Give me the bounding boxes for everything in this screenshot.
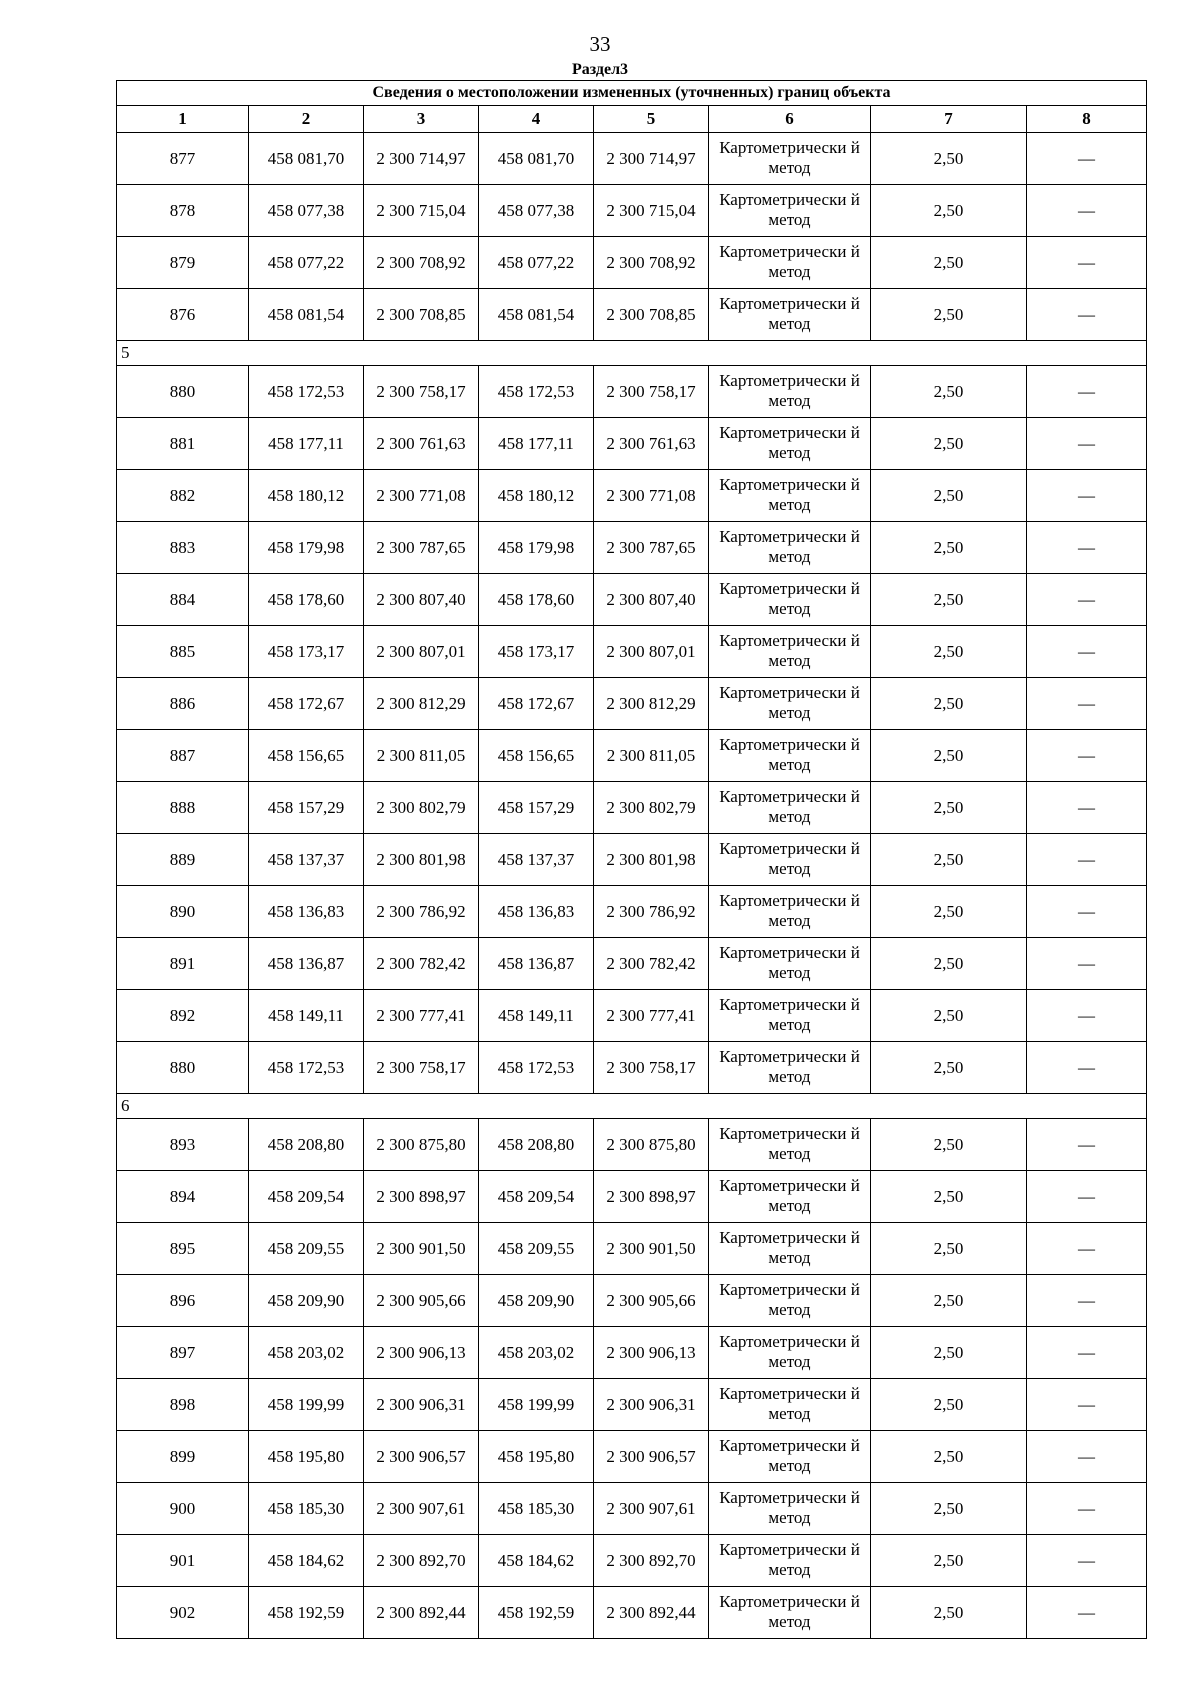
cell-y-new: 2 300 901,50 — [594, 1223, 709, 1275]
cell-method: Картометрически й метод — [709, 1483, 871, 1535]
cell-x-new: 458 157,29 — [479, 782, 594, 834]
table-row — [117, 990, 1147, 1042]
cell-accuracy: 2,50 — [871, 133, 1027, 185]
cell-x-old: 458 192,59 — [249, 1587, 364, 1639]
contour-number: 6 — [117, 1094, 1147, 1119]
cell-x-new: 458 077,38 — [479, 185, 594, 237]
cell-y-old: 2 300 761,63 — [364, 418, 479, 470]
cell-point-number: 899 — [117, 1431, 249, 1483]
table-row — [117, 522, 1147, 574]
cell-x-new: 458 179,98 — [479, 522, 594, 574]
cell-method: Картометрически й метод — [709, 366, 871, 418]
cell-point-number: 885 — [117, 626, 249, 678]
cell-x-old: 458 077,38 — [249, 185, 364, 237]
cell-x-new: 458 185,30 — [479, 1483, 594, 1535]
cell-description: — — [1027, 678, 1147, 730]
cell-accuracy: 2,50 — [871, 1042, 1027, 1094]
cell-accuracy: 2,50 — [871, 237, 1027, 289]
cell-x-new: 458 136,87 — [479, 938, 594, 990]
cell-y-old: 2 300 906,31 — [364, 1379, 479, 1431]
cell-method: Картометрически й метод — [709, 886, 871, 938]
cell-point-number: 902 — [117, 1587, 249, 1639]
cell-description: — — [1027, 1379, 1147, 1431]
cell-method: Картометрически й метод — [709, 1587, 871, 1639]
cell-x-new: 458 203,02 — [479, 1327, 594, 1379]
cell-accuracy: 2,50 — [871, 418, 1027, 470]
boundary-coordinates-table — [116, 80, 1147, 1639]
cell-x-new: 458 209,54 — [479, 1171, 594, 1223]
table-caption: Сведения о местоположении измененных (уточненных) границ объекта — [117, 81, 1147, 106]
cell-x-old: 458 081,54 — [249, 289, 364, 341]
cell-accuracy: 2,50 — [871, 1171, 1027, 1223]
cell-x-new: 458 136,83 — [479, 886, 594, 938]
cell-method: Картометрически й метод — [709, 990, 871, 1042]
cell-accuracy: 2,50 — [871, 834, 1027, 886]
cell-point-number: 891 — [117, 938, 249, 990]
cell-description: — — [1027, 782, 1147, 834]
cell-accuracy: 2,50 — [871, 1535, 1027, 1587]
cell-x-old: 458 136,87 — [249, 938, 364, 990]
cell-method: Картометрически й метод — [709, 834, 871, 886]
cell-description: — — [1027, 133, 1147, 185]
cell-x-new: 458 137,37 — [479, 834, 594, 886]
cell-x-new: 458 173,17 — [479, 626, 594, 678]
cell-description: — — [1027, 289, 1147, 341]
cell-x-new: 458 180,12 — [479, 470, 594, 522]
cell-description: — — [1027, 1171, 1147, 1223]
cell-method: Картометрически й метод — [709, 1275, 871, 1327]
cell-method: Картометрически й метод — [709, 185, 871, 237]
cell-method: Картометрически й метод — [709, 289, 871, 341]
cell-x-new: 458 172,53 — [479, 1042, 594, 1094]
cell-accuracy: 2,50 — [871, 1431, 1027, 1483]
cell-x-old: 458 172,53 — [249, 1042, 364, 1094]
cell-y-new: 2 300 905,66 — [594, 1275, 709, 1327]
column-header-3: 3 — [364, 106, 479, 133]
cell-y-new: 2 300 802,79 — [594, 782, 709, 834]
cell-accuracy: 2,50 — [871, 522, 1027, 574]
table-row — [117, 1327, 1147, 1379]
cell-description: — — [1027, 1275, 1147, 1327]
table-row — [117, 1431, 1147, 1483]
table-row — [117, 1535, 1147, 1587]
cell-description: — — [1027, 1327, 1147, 1379]
cell-description: — — [1027, 834, 1147, 886]
cell-x-old: 458 172,67 — [249, 678, 364, 730]
cell-x-old: 458 195,80 — [249, 1431, 364, 1483]
table-row — [117, 289, 1147, 341]
cell-y-old: 2 300 786,92 — [364, 886, 479, 938]
cell-x-new: 458 077,22 — [479, 237, 594, 289]
cell-description: — — [1027, 522, 1147, 574]
cell-y-new: 2 300 758,17 — [594, 366, 709, 418]
cell-method: Картометрически й метод — [709, 938, 871, 990]
cell-description: — — [1027, 990, 1147, 1042]
cell-accuracy: 2,50 — [871, 1379, 1027, 1431]
cell-accuracy: 2,50 — [871, 289, 1027, 341]
cell-y-old: 2 300 782,42 — [364, 938, 479, 990]
cell-x-old: 458 180,12 — [249, 470, 364, 522]
cell-y-new: 2 300 761,63 — [594, 418, 709, 470]
cell-y-new: 2 300 782,42 — [594, 938, 709, 990]
cell-point-number: 889 — [117, 834, 249, 886]
cell-accuracy: 2,50 — [871, 782, 1027, 834]
cell-description: — — [1027, 1483, 1147, 1535]
table-row — [117, 237, 1147, 289]
cell-y-new: 2 300 892,70 — [594, 1535, 709, 1587]
table-row — [117, 1379, 1147, 1431]
cell-description: — — [1027, 938, 1147, 990]
table-row — [117, 470, 1147, 522]
cell-y-old: 2 300 758,17 — [364, 1042, 479, 1094]
table-row — [117, 626, 1147, 678]
cell-x-new: 458 178,60 — [479, 574, 594, 626]
cell-y-new: 2 300 758,17 — [594, 1042, 709, 1094]
cell-y-old: 2 300 812,29 — [364, 678, 479, 730]
cell-x-new: 458 209,55 — [479, 1223, 594, 1275]
cell-point-number: 900 — [117, 1483, 249, 1535]
cell-description: — — [1027, 366, 1147, 418]
table-row — [117, 1275, 1147, 1327]
cell-accuracy: 2,50 — [871, 886, 1027, 938]
cell-accuracy: 2,50 — [871, 730, 1027, 782]
cell-point-number: 886 — [117, 678, 249, 730]
cell-x-new: 458 192,59 — [479, 1587, 594, 1639]
cell-description: — — [1027, 1223, 1147, 1275]
cell-y-new: 2 300 787,65 — [594, 522, 709, 574]
cell-y-new: 2 300 777,41 — [594, 990, 709, 1042]
cell-point-number: 892 — [117, 990, 249, 1042]
cell-description: — — [1027, 574, 1147, 626]
cell-x-new: 458 172,67 — [479, 678, 594, 730]
cell-accuracy: 2,50 — [871, 678, 1027, 730]
column-header-4: 4 — [479, 106, 594, 133]
column-header-6: 6 — [709, 106, 871, 133]
cell-y-new: 2 300 801,98 — [594, 834, 709, 886]
cell-y-old: 2 300 875,80 — [364, 1119, 479, 1171]
column-header-7: 7 — [871, 106, 1027, 133]
cell-x-old: 458 137,37 — [249, 834, 364, 886]
cell-point-number: 895 — [117, 1223, 249, 1275]
cell-y-old: 2 300 801,98 — [364, 834, 479, 886]
cell-point-number: 888 — [117, 782, 249, 834]
cell-method: Картометрически й метод — [709, 678, 871, 730]
cell-y-new: 2 300 708,92 — [594, 237, 709, 289]
table-row — [117, 1171, 1147, 1223]
cell-description: — — [1027, 185, 1147, 237]
cell-x-new: 458 195,80 — [479, 1431, 594, 1483]
cell-description: — — [1027, 1431, 1147, 1483]
cell-x-old: 458 136,83 — [249, 886, 364, 938]
cell-point-number: 878 — [117, 185, 249, 237]
cell-point-number: 880 — [117, 1042, 249, 1094]
cell-method: Картометрически й метод — [709, 470, 871, 522]
section-title: Раздел3 — [571, 61, 629, 78]
table-row — [117, 1042, 1147, 1094]
page-number: 33 — [589, 32, 611, 56]
cell-y-new: 2 300 786,92 — [594, 886, 709, 938]
cell-point-number: 880 — [117, 366, 249, 418]
column-header-8: 8 — [1027, 106, 1147, 133]
cell-accuracy: 2,50 — [871, 185, 1027, 237]
cell-accuracy: 2,50 — [871, 366, 1027, 418]
cell-point-number: 898 — [117, 1379, 249, 1431]
cell-point-number: 890 — [117, 886, 249, 938]
cell-y-old: 2 300 807,01 — [364, 626, 479, 678]
cell-y-old: 2 300 708,92 — [364, 237, 479, 289]
cell-y-old: 2 300 905,66 — [364, 1275, 479, 1327]
cell-x-new: 458 156,65 — [479, 730, 594, 782]
table-row — [117, 730, 1147, 782]
cell-x-old: 458 209,54 — [249, 1171, 364, 1223]
cell-x-new: 458 184,62 — [479, 1535, 594, 1587]
cell-x-old: 458 177,11 — [249, 418, 364, 470]
cell-description: — — [1027, 1535, 1147, 1587]
cell-description: — — [1027, 418, 1147, 470]
cell-method: Картометрически й метод — [709, 730, 871, 782]
table-row — [117, 185, 1147, 237]
table-header-row — [117, 106, 1147, 133]
cell-x-old: 458 178,60 — [249, 574, 364, 626]
cell-description: — — [1027, 237, 1147, 289]
table-body — [117, 133, 1147, 1639]
table-row — [117, 678, 1147, 730]
cell-method: Картометрически й метод — [709, 1119, 871, 1171]
cell-x-old: 458 173,17 — [249, 626, 364, 678]
cell-y-old: 2 300 708,85 — [364, 289, 479, 341]
cell-description: — — [1027, 1119, 1147, 1171]
column-header-2: 2 — [249, 106, 364, 133]
cell-y-new: 2 300 892,44 — [594, 1587, 709, 1639]
cell-description: — — [1027, 1587, 1147, 1639]
cell-point-number: 901 — [117, 1535, 249, 1587]
cell-y-old: 2 300 907,61 — [364, 1483, 479, 1535]
cell-method: Картометрически й метод — [709, 1327, 871, 1379]
table-row — [117, 782, 1147, 834]
cell-x-old: 458 208,80 — [249, 1119, 364, 1171]
cell-x-old: 458 199,99 — [249, 1379, 364, 1431]
cell-accuracy: 2,50 — [871, 1119, 1027, 1171]
cell-y-old: 2 300 787,65 — [364, 522, 479, 574]
cell-y-new: 2 300 807,40 — [594, 574, 709, 626]
cell-point-number: 882 — [117, 470, 249, 522]
cell-point-number: 894 — [117, 1171, 249, 1223]
cell-y-old: 2 300 758,17 — [364, 366, 479, 418]
table-row — [117, 1119, 1147, 1171]
cell-point-number: 893 — [117, 1119, 249, 1171]
cell-method: Картометрически й метод — [709, 782, 871, 834]
cell-description: — — [1027, 470, 1147, 522]
cell-y-old: 2 300 771,08 — [364, 470, 479, 522]
cell-description: — — [1027, 730, 1147, 782]
cell-x-new: 458 172,53 — [479, 366, 594, 418]
cell-method: Картометрически й метод — [709, 1042, 871, 1094]
cell-y-new: 2 300 771,08 — [594, 470, 709, 522]
cell-method: Картометрически й метод — [709, 626, 871, 678]
table-row — [117, 886, 1147, 938]
cell-point-number: 884 — [117, 574, 249, 626]
cell-x-old: 458 209,55 — [249, 1223, 364, 1275]
cell-method: Картометрически й метод — [709, 133, 871, 185]
cell-x-new: 458 177,11 — [479, 418, 594, 470]
cell-accuracy: 2,50 — [871, 990, 1027, 1042]
cell-x-new: 458 208,80 — [479, 1119, 594, 1171]
cell-y-old: 2 300 906,57 — [364, 1431, 479, 1483]
cell-method: Картометрически й метод — [709, 1171, 871, 1223]
cell-y-new: 2 300 898,97 — [594, 1171, 709, 1223]
table-row — [117, 938, 1147, 990]
cell-y-old: 2 300 892,44 — [364, 1587, 479, 1639]
cell-point-number: 897 — [117, 1327, 249, 1379]
cell-description: — — [1027, 1042, 1147, 1094]
cell-y-new: 2 300 708,85 — [594, 289, 709, 341]
cell-y-new: 2 300 807,01 — [594, 626, 709, 678]
cell-point-number: 881 — [117, 418, 249, 470]
table-row — [117, 1223, 1147, 1275]
cell-x-new: 458 199,99 — [479, 1379, 594, 1431]
cell-y-new: 2 300 811,05 — [594, 730, 709, 782]
cell-description: — — [1027, 626, 1147, 678]
cell-y-new: 2 300 906,31 — [594, 1379, 709, 1431]
cell-method: Картометрически й метод — [709, 1379, 871, 1431]
cell-method: Картометрически й метод — [709, 237, 871, 289]
cell-y-old: 2 300 714,97 — [364, 133, 479, 185]
cell-method: Картометрически й метод — [709, 1431, 871, 1483]
cell-y-old: 2 300 777,41 — [364, 990, 479, 1042]
cell-x-old: 458 185,30 — [249, 1483, 364, 1535]
cell-y-new: 2 300 906,57 — [594, 1431, 709, 1483]
table-row — [117, 1587, 1147, 1639]
cell-x-old: 458 157,29 — [249, 782, 364, 834]
table-row — [117, 418, 1147, 470]
cell-point-number: 876 — [117, 289, 249, 341]
cell-accuracy: 2,50 — [871, 1327, 1027, 1379]
cell-y-old: 2 300 807,40 — [364, 574, 479, 626]
cell-method: Картометрически й метод — [709, 574, 871, 626]
cell-y-old: 2 300 811,05 — [364, 730, 479, 782]
cell-accuracy: 2,50 — [871, 1223, 1027, 1275]
cell-y-old: 2 300 715,04 — [364, 185, 479, 237]
cell-y-old: 2 300 898,97 — [364, 1171, 479, 1223]
cell-x-old: 458 179,98 — [249, 522, 364, 574]
cell-y-old: 2 300 906,13 — [364, 1327, 479, 1379]
cell-accuracy: 2,50 — [871, 626, 1027, 678]
cell-point-number: 887 — [117, 730, 249, 782]
cell-x-new: 458 081,70 — [479, 133, 594, 185]
cell-point-number: 896 — [117, 1275, 249, 1327]
cell-y-new: 2 300 715,04 — [594, 185, 709, 237]
cell-point-number: 877 — [117, 133, 249, 185]
cell-method: Картометрически й метод — [709, 1535, 871, 1587]
table-row — [117, 1483, 1147, 1535]
cell-x-old: 458 156,65 — [249, 730, 364, 782]
cell-x-old: 458 203,02 — [249, 1327, 364, 1379]
cell-x-old: 458 184,62 — [249, 1535, 364, 1587]
cell-y-new: 2 300 875,80 — [594, 1119, 709, 1171]
cell-y-new: 2 300 906,13 — [594, 1327, 709, 1379]
cell-y-old: 2 300 892,70 — [364, 1535, 479, 1587]
cell-accuracy: 2,50 — [871, 1275, 1027, 1327]
cell-y-old: 2 300 802,79 — [364, 782, 479, 834]
column-header-1: 1 — [117, 106, 249, 133]
cell-x-old: 458 209,90 — [249, 1275, 364, 1327]
contour-group-row — [117, 341, 1147, 366]
table-row — [117, 574, 1147, 626]
cell-accuracy: 2,50 — [871, 1483, 1027, 1535]
cell-x-new: 458 209,90 — [479, 1275, 594, 1327]
table-row — [117, 834, 1147, 886]
cell-accuracy: 2,50 — [871, 1587, 1027, 1639]
cell-method: Картометрически й метод — [709, 418, 871, 470]
cell-method: Картометрически й метод — [709, 1223, 871, 1275]
cell-point-number: 879 — [117, 237, 249, 289]
cell-method: Картометрически й метод — [709, 522, 871, 574]
cell-x-old: 458 149,11 — [249, 990, 364, 1042]
cell-y-new: 2 300 907,61 — [594, 1483, 709, 1535]
cell-y-new: 2 300 812,29 — [594, 678, 709, 730]
contour-group-row — [117, 1094, 1147, 1119]
cell-x-new: 458 149,11 — [479, 990, 594, 1042]
cell-x-old: 458 081,70 — [249, 133, 364, 185]
cell-x-old: 458 172,53 — [249, 366, 364, 418]
table-row — [117, 366, 1147, 418]
table-row — [117, 133, 1147, 185]
cell-description: — — [1027, 886, 1147, 938]
cell-y-old: 2 300 901,50 — [364, 1223, 479, 1275]
cell-x-new: 458 081,54 — [479, 289, 594, 341]
column-header-5: 5 — [594, 106, 709, 133]
cell-x-old: 458 077,22 — [249, 237, 364, 289]
cell-accuracy: 2,50 — [871, 574, 1027, 626]
cell-accuracy: 2,50 — [871, 938, 1027, 990]
cell-accuracy: 2,50 — [871, 470, 1027, 522]
contour-number: 5 — [117, 341, 1147, 366]
cell-point-number: 883 — [117, 522, 249, 574]
cell-y-new: 2 300 714,97 — [594, 133, 709, 185]
